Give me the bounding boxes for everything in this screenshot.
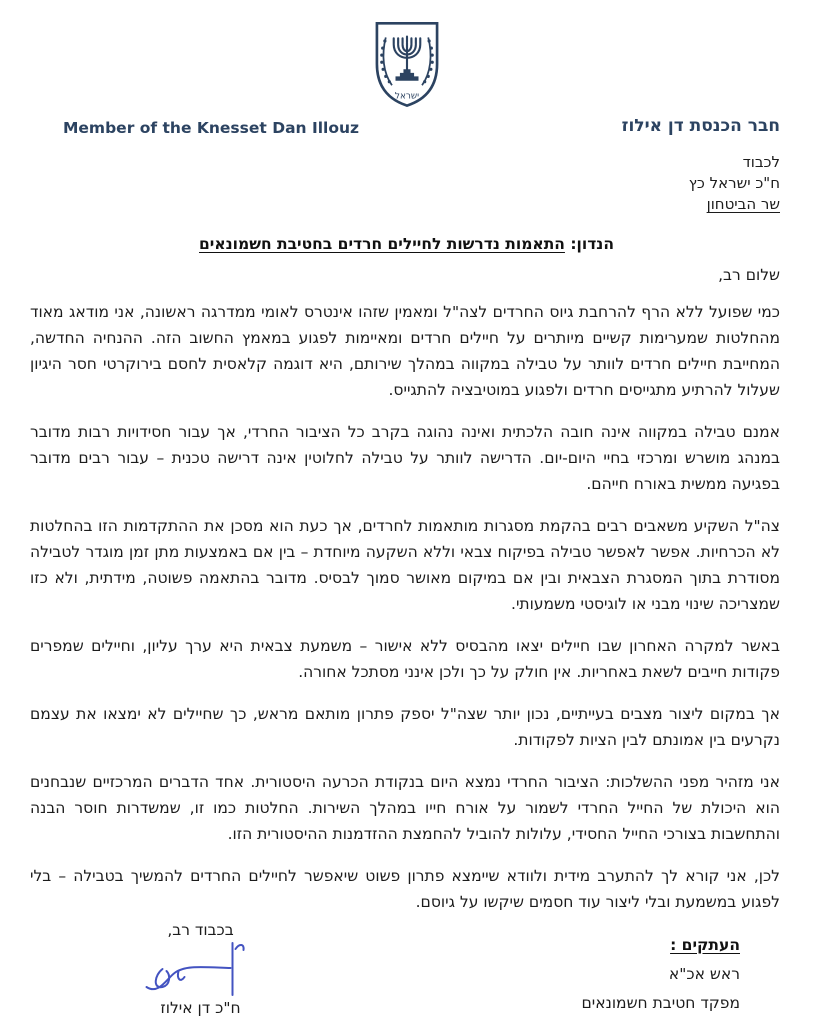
addressee-block xyxy=(689,152,780,215)
closing-salutation: בכבוד רב, xyxy=(167,921,234,939)
paragraph: אני מזהיר מפני ההשלכות: הציבור החרדי נמצא היום בנקודת הכרעה היסטורית. אחד הדברים המרכזיים שנבחנים הוא היכולת של החייל החרדי לשמור על אורח חייו במהלך השירות. החלטות כמו זו, שמשדרות חוסר הבנה והתחשבות בצורכי החייל החסידי, עלולות להוביל להחמצת ההזדמנות ההיסטורית הזו. xyxy=(30,773,780,843)
israel-state-emblem-icon xyxy=(368,18,446,114)
copies-item: ראש אכ"א xyxy=(668,965,740,983)
paragraph: באשר למקרה האחרון שבו חיילים יצאו מהבסיס ללא אישור – משמעת צבאית היא ערך עליון, וחיילים שמפרים פקודות חייבים לשאת באחריות. אין חולק על כך ולכן אינני מסתכל אחורה. xyxy=(30,637,780,681)
signature-block xyxy=(118,921,283,1017)
paragraph: לכן, אני קורא לך להתערב מידית ולוודא שיימצא פתרון פשוט שיאפשר לחיילים החרדים להמשיך בטבילה – בלי לפגוע במשמעת ובלי ליצור עוד חסמים שיקשו על גיוסם. xyxy=(30,867,780,911)
addressee-line: לכבוד xyxy=(742,153,780,171)
subject-line xyxy=(0,235,813,253)
subject-text: התאמות נדרשות לחיילים חרדים בחטיבת חשמונאים xyxy=(199,235,565,253)
emblem-caption: ישראל xyxy=(394,91,419,102)
addressee-line: שר הביטחון xyxy=(706,195,780,213)
paragraph: אך במקום ליצור מצבים בעייתיים, נכון יותר שצה"ל יספק פתרון מותאם מראש, כך שחיילים לא ימצאו את עצמם נקרעים בין אמונתם לבין הציות לפקודות. xyxy=(30,705,780,749)
copies-block xyxy=(582,931,741,1018)
signatory-name: ח"כ דן אילוז xyxy=(160,999,241,1017)
knesset-member-title-english: Member of the Knesset Dan Illouz xyxy=(63,119,360,137)
greeting: שלום רב, xyxy=(718,266,780,284)
subject-prefix: הנדון: xyxy=(564,235,614,253)
copies-item: מפקד חטיבת חשמונאים xyxy=(581,994,740,1012)
paragraph: אמנם טבילה במקווה אינה חובה הלכתית ואינה נהוגה בקרב כל הציבור החרדי, אך עבור חסידויות רבות מדובר במנהג מושרש ומרכזי בחיי היום-יום. הדרישה לוותר על טבילה לחלוטין אינה דרישה טכנית – עבור רבים מדובר בפגיעה ממשית באורח חייהם. xyxy=(30,423,780,493)
paragraph: כמי שפועל ללא הרף להרחבת גיוס החרדים לצה"ל ומאמין שזהו אינטרס לאומי ממדרגה ראשונה, אני מודאג מאוד מהחלטות שמערימות קשיים מיותרים על חיילים חרדים ומאיימות לפגוע במאמץ החשוב הזה. ההנחיה החדשה, המחייבת חיילים חרדים לוותר על טבילה במקווה במהלך שירותם, היא דוגמה קלאסית לחסם בירוקרטי חסר היגיון שעלול להרתיע מתגייסים חרדים ולפגוע במוטיבציה להתגייס. xyxy=(30,303,780,399)
addressee-line: ח"כ ישראל כץ xyxy=(688,174,780,192)
copies-title: העתקים : xyxy=(670,936,740,954)
paragraph: צה"ל השקיע משאבים רבים בהקמת מסגרות מותאמות לחרדים, אך כעת הוא מסכן את ההתקדמות הזו בהחלטות לא הכרחיות. אפשר לאפשר טבילה בפיקוח צבאי וללא השקעה מיוחדת – בין אם באמצעות מתן זמן מוגדר לטבילה מסודרת בתוך המסגרת הצבאית ובין אם במיקום מאושר סמוך לבסיס. מדובר בהתאמה פשוטה, מידתית, ולא כזו שמצריכה שינוי מבני או לוגיסטי משמעותי. xyxy=(30,517,780,613)
knesset-member-title-hebrew: חבר הכנסת דן אילוז xyxy=(621,116,780,136)
letter-body xyxy=(30,299,780,931)
handwritten-signature-icon xyxy=(138,935,263,1005)
